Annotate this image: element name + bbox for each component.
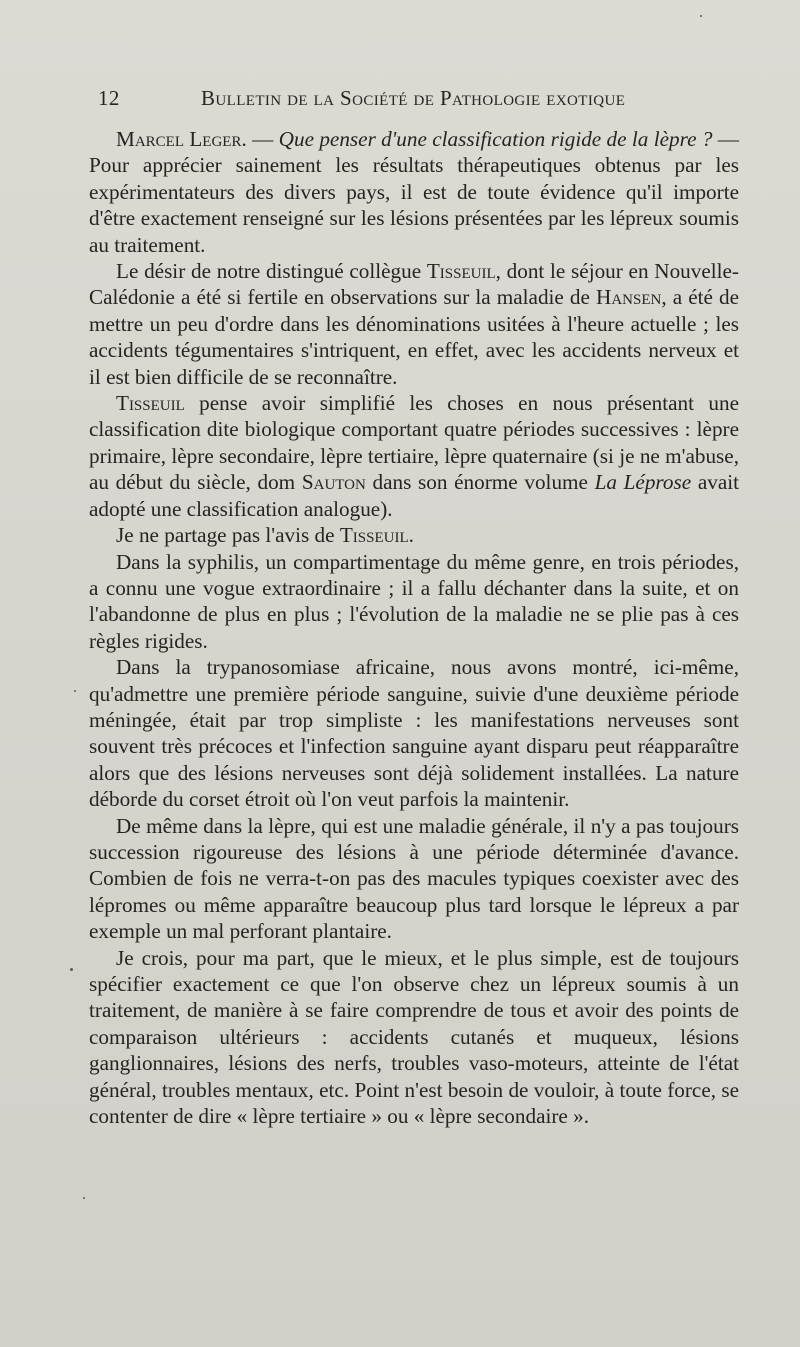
italic-text: La Léprose <box>594 470 692 495</box>
paragraph <box>89 258 739 390</box>
text-run: , a été de mettre un peu d'ordre dans les dénominations usitées à l'heure actuelle ; les accidents tégumentaires s'intriquent, en effet, avec les accidents nerveux et il est bien difficile de se reconnaître. <box>89 285 739 389</box>
text-run: dans son énorme volume <box>365 470 595 495</box>
paragraph <box>89 126 739 258</box>
text-run: avait adopté une classification analogue). <box>89 470 739 521</box>
text-run: pense avoir simplifié les choses en nous présentant une classification dite biologique comportant quatre périodes successives : lèpre primaire, lèpre secondaire, lèpre tertiaire, lèpre quaternaire (si je ne m'abuse, au début du siècle, dom <box>89 391 739 495</box>
author-name: Tisseuil <box>339 523 409 548</box>
paragraph <box>89 549 739 655</box>
text-run: Le désir de notre distingué collègue <box>116 259 427 284</box>
paragraph <box>89 522 739 548</box>
author-name: Tisseuil <box>426 259 496 284</box>
text-run: . — <box>241 127 279 151</box>
paragraph <box>89 813 739 945</box>
author-name: Marcel Leger <box>116 127 242 151</box>
article-body <box>89 126 739 1129</box>
italic-text: Que penser d'une classification rigide de la lèpre ? <box>278 127 713 151</box>
print-speck <box>74 690 76 692</box>
author-name: Hansen <box>596 285 662 310</box>
paragraph <box>89 654 739 812</box>
text-run: — Pour apprécier sainement les résultats thérapeutiques obtenus par les expérimentateurs des divers pays, il est de toute évidence qu'il importe d'être exactement renseigné sur les lésions présentées par les lépreux soumis au traitement. <box>89 127 739 257</box>
print-speck <box>83 1197 85 1199</box>
text-run: Dans la trypanosomiase africaine, nous avons montré, ici-même, qu'admettre une première période sanguine, suivie d'une deuxième période méningée, était par trop simpliste : les manifestations nerveuses sont souvent très précoces et l'infection sanguine ayant disparu peut réapparaître alors que des lésions nerveuses sont déjà solidement installées. La nature déborde du corset étroit où l'on veut parfois la maintenir. <box>89 655 739 812</box>
author-name: Tisseuil <box>116 391 185 416</box>
paragraph <box>89 945 739 1130</box>
text-run: De même dans la lèpre, qui est une maladie générale, il n'y a pas toujours succession rigoureuse des lésions à une période déterminée d'avance. Combien de fois ne verra-t-on pas des macules typiques coexister avec des lépromes ou même apparaître beaucoup plus tard lorsque le lépreux a par exemple un mal perforant plantaire. <box>89 813 739 944</box>
text-run: , dont le séjour en Nouvelle-Calédonie a été si fertile en observations sur la maladie de <box>89 259 739 310</box>
paragraph <box>89 390 739 522</box>
text-run: . <box>408 523 414 548</box>
page-number: 12 <box>98 86 120 110</box>
print-speck <box>700 15 702 17</box>
print-speck <box>70 968 73 971</box>
author-name: Sauton <box>301 470 366 495</box>
text-run: Dans la syphilis, un compartimentage du même genre, en trois périodes, a connu une vogue extraordinaire ; il a fallu déchanter dans la suite, et on l'abandonne de plus en plus ; l'évolution de la maladie ne se plie pas à ces règles rigides. <box>89 549 739 653</box>
running-head <box>98 86 658 110</box>
text-run: Je crois, pour ma part, que le mieux, et le plus simple, est de toujours spécifier exactement ce que l'on observe chez un lépreux soumis à un traitement, de manière à se faire comprendre de tous et avoir des points de comparaison ultérieurs : accidents cutanés et muqueux, lésions ganglionnaires, lésions des nerfs, troubles vaso-moteurs, atteinte de l'état général, troubles mentaux, etc. Point n'est besoin de vouloir, à toute force, se contenter de dire « lèpre tertiaire » ou « lèpre secondaire ». <box>89 945 739 1129</box>
journal-title: Bulletin de la Société de Pathologie exotique <box>201 86 626 110</box>
text-run: Je ne partage pas l'avis de <box>116 523 340 548</box>
